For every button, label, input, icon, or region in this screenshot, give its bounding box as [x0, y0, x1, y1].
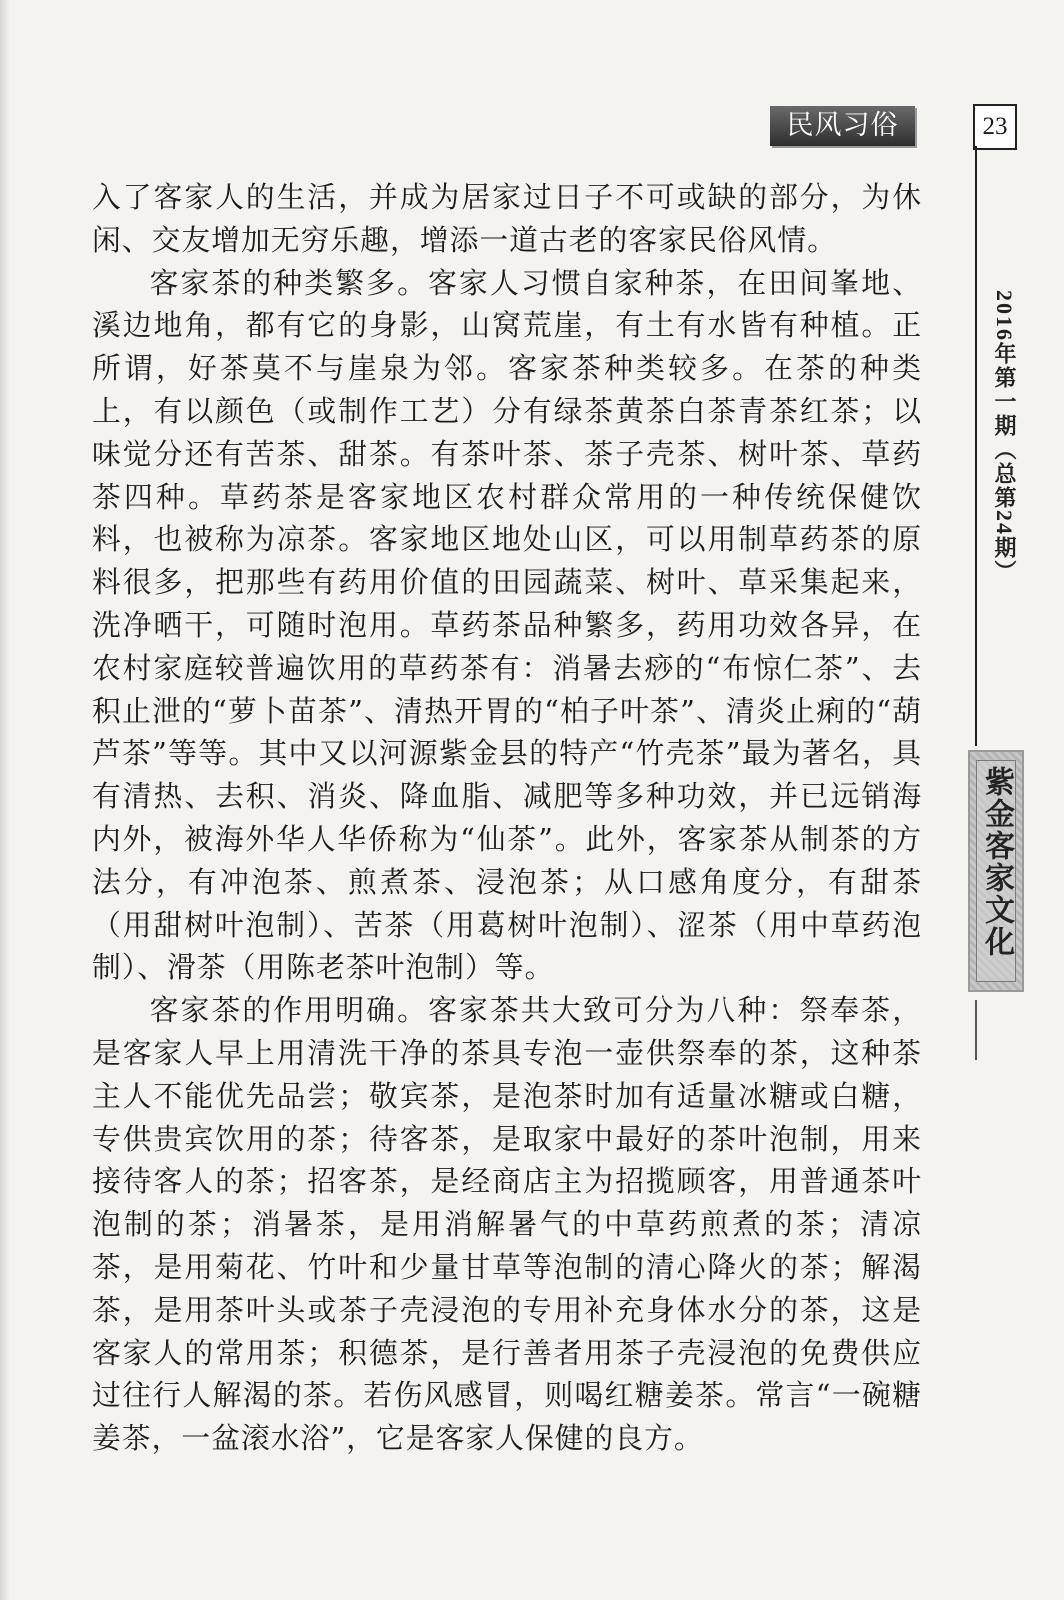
page-number: 23	[973, 104, 1017, 150]
issue-info: 2016年第一期（总第24期）	[992, 290, 1017, 584]
journal-name-badge	[968, 750, 1024, 992]
article-body	[92, 176, 922, 1460]
section-title: 民风习俗	[786, 110, 899, 141]
paragraph-tea-uses: 客家茶的作用明确。客家茶共大致可分为八种：祭奉茶，是客家人早上用清洗干净的茶具专泡一壶供祭奉的茶，这种茶主人不能优先品尝；敬宾茶，是泡茶时加有适量冰糖或白糖，专供贵宾饮用的茶；待客茶，是取家中最好的茶叶泡制，用来接待客人的茶；招客茶，是经商店主为招揽顾客，用普通茶叶泡制的茶；消暑茶，是用消解暑气的中草药煎煮的茶；清凉茶，是用菊花、竹叶和少量甘草等泡制的清心降火的茶；解渴茶，是用茶叶头或茶子壳浸泡的专用补充身体水分的茶，这是客家人的常用茶；积德茶，是行善者用茶子壳浸泡的免费供应过往行人解渴的茶。若伤风感冒，则喝红糖姜茶。常言“一碗糖姜茶，一盆滚水浴”，它是客家人保健的良方。	[92, 993, 922, 1456]
scan-edge	[0, 0, 10, 1600]
paragraph-tea-types: 客家茶的种类繁多。客家人习惯自家种茶，在田间峯地、溪边地角，都有它的身影，山窝荒崖，有土有水皆有种植。正所谓，好茶莫不与崖泉为邻。客家茶种类较多。在茶的种类上，有以颜色（或制作工艺）分有绿茶黄茶白茶青茶红茶；以味觉分还有苦茶、甜茶。有茶叶茶、茶子壳茶、树叶茶、草药茶四种。草药茶是客家地区农村群众常用的一种传统保健饮料，也被称为凉茶。客家地区地处山区，可以用制草药茶的原料很多，把那些有药用价值的田园蔬菜、树叶、草采集起来，洗净晒干，可随时泡用。草药茶品种繁多，药用功效各异，在农村家庭较普遍饮用的草药茶有：消暑去痧的“布惊仁茶”、去积止泄的“萝卜苗茶”、清热开胃的“柏子叶茶”、清炎止痢的“葫芦茶”等等。其中又以河源紫金县的特产“竹壳茶”最为著名，具有清热、去积、消炎、降血脂、减肥等多种功效，并已远销海内外，被海外华人华侨称为“仙茶”。此外，客家茶从制茶的方法分，有冲泡茶、煎煮茶、浸泡茶；从口感角度分，有甜茶（用甜树叶泡制）、苦茶（用葛树叶泡制）、涩茶（用中草药泡制）、滑茶（用陈老茶叶泡制）等。	[92, 265, 922, 985]
margin-rule-lower	[975, 1000, 977, 1060]
paragraph-continued: 入了客家人的生活，并成为居家过日子不可或缺的部分，为休闲、交友增加无穷乐趣，增添一道古老的客家民俗风情。	[92, 180, 922, 257]
margin-rule	[975, 146, 977, 746]
journal-name: 紫金客家文化	[979, 766, 1014, 958]
section-title-tab	[770, 106, 915, 146]
